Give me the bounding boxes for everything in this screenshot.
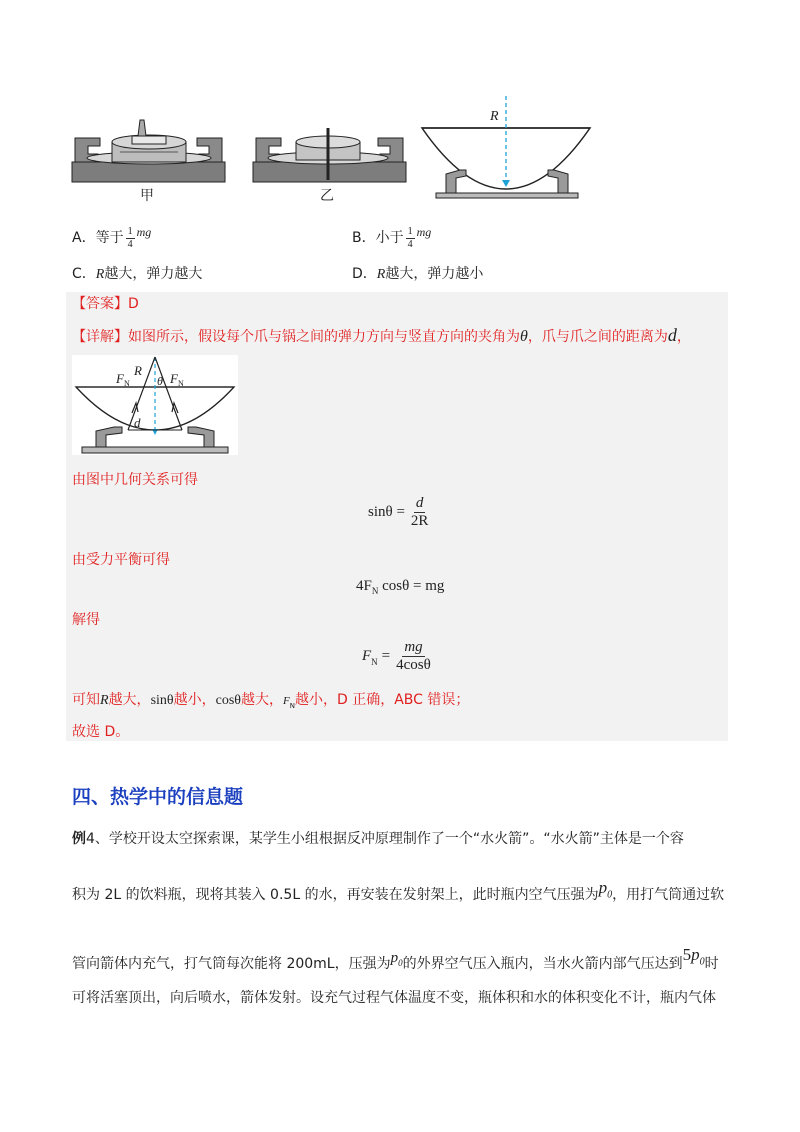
equation-2: $4F_N$ cosθ = mg (356, 578, 445, 596)
option-b-mg: mg (416, 225, 432, 239)
force-diagram (72, 355, 238, 455)
detail-theta: θ (520, 328, 528, 345)
example-line-3: 管向箭体内充气，打气筒每次能将 200mL，压强为$p_0$的外界空气压入瓶内，当水火箭内部气压达到$5p_0$时 (72, 945, 719, 972)
diagram-r: R (134, 363, 142, 378)
bowl-figure (422, 96, 590, 198)
example-line-2: 积为 2L 的饮料瓶，现将其装入 0.5L 的水，再安装在发射架上，此时瓶内空气压强为$p_0$，用打气筒通过软 (72, 878, 725, 903)
option-c-letter: C． (72, 266, 96, 282)
caption-jia: 甲 (140, 188, 154, 204)
option-b-fraction: $\frac{1}{4}$ (407, 225, 413, 250)
eq1-left: sinθ = (368, 504, 405, 520)
bowl-label-r: R (490, 109, 499, 124)
option-b-prefix: 小于 (375, 230, 404, 246)
solve-text: 解得 (72, 612, 100, 628)
geometry-text: 由图中几何关系可得 (72, 472, 198, 488)
stove-jia-figure (72, 120, 225, 182)
option-b[interactable] (352, 222, 431, 250)
option-d-var: R (376, 267, 386, 282)
detail-line (72, 325, 691, 347)
example-line-1: 例4、学校开设太空探索课，某学生小组根据反冲原理制作了一个“水火箭”。“水火箭”主体是一个容 (72, 831, 684, 847)
option-b-letter: B． (352, 230, 376, 246)
option-c-text: 越大，弹力越大 (104, 266, 203, 282)
diagram-fn-right: $F_N$ (170, 371, 184, 388)
eq1-fraction: $\frac{d}{2R}$ (410, 495, 429, 529)
option-c-var: R (95, 267, 105, 282)
eq3-fraction: $\frac{mg}{4\cos\theta}$ (396, 639, 431, 673)
option-a-mg: mg (136, 225, 152, 239)
diagram-d: d (134, 415, 141, 430)
figures-row (60, 90, 600, 205)
detail-label: 【详解】 (72, 329, 128, 345)
p0-symbol: $p_0$ (598, 878, 613, 901)
option-a-fraction: $\frac{1}{4}$ (127, 225, 133, 250)
equation-3: F $_N$ = $\frac{mg}{4\cos\theta}$ (362, 639, 431, 673)
detail-text-1: 如图所示，假设每个爪与锅之间的弹力方向与竖直方向的夹角为 (128, 329, 520, 345)
equation-1 (368, 496, 430, 529)
answer-label: 【答案】D (72, 296, 139, 312)
final-answer: 故选 D。 (72, 724, 130, 740)
detail-d: d (667, 325, 677, 345)
option-a[interactable] (72, 222, 151, 250)
option-a-prefix: 等于 (95, 230, 124, 246)
option-c[interactable] (72, 264, 202, 285)
option-d-letter: D． (352, 266, 377, 282)
example-label: 例 (72, 831, 86, 847)
option-d-text: 越大，弹力越小 (385, 266, 484, 282)
option-d[interactable] (352, 264, 483, 285)
stove-yi-figure (253, 128, 406, 182)
diagram-theta: θ (157, 374, 163, 388)
section-title: 四、热学中的信息题 (72, 786, 244, 808)
detail-text-2: ，爪与爪之间的距离为 (527, 329, 668, 345)
detail-text-3: ， (676, 329, 691, 345)
p0-symbol-2: $p_0$ (390, 950, 403, 968)
option-a-letter: A． (72, 230, 96, 246)
example-line-4: 可将活塞顶出，向后喷水，箭体发射。设充气过程气体温度不变，瓶体积和水的体积变化不计，瓶内气体 (72, 990, 716, 1006)
balance-text: 由受力平衡可得 (72, 552, 170, 568)
five-p0: $5p_0$ (682, 945, 705, 968)
conclusion-line: 可知R越大，sinθ越小，cosθ越大，$F_N$越小，D 正确，ABC 错误； (72, 692, 470, 710)
caption-yi: 乙 (320, 188, 334, 204)
diagram-fn-left: $F_N$ (116, 371, 130, 388)
